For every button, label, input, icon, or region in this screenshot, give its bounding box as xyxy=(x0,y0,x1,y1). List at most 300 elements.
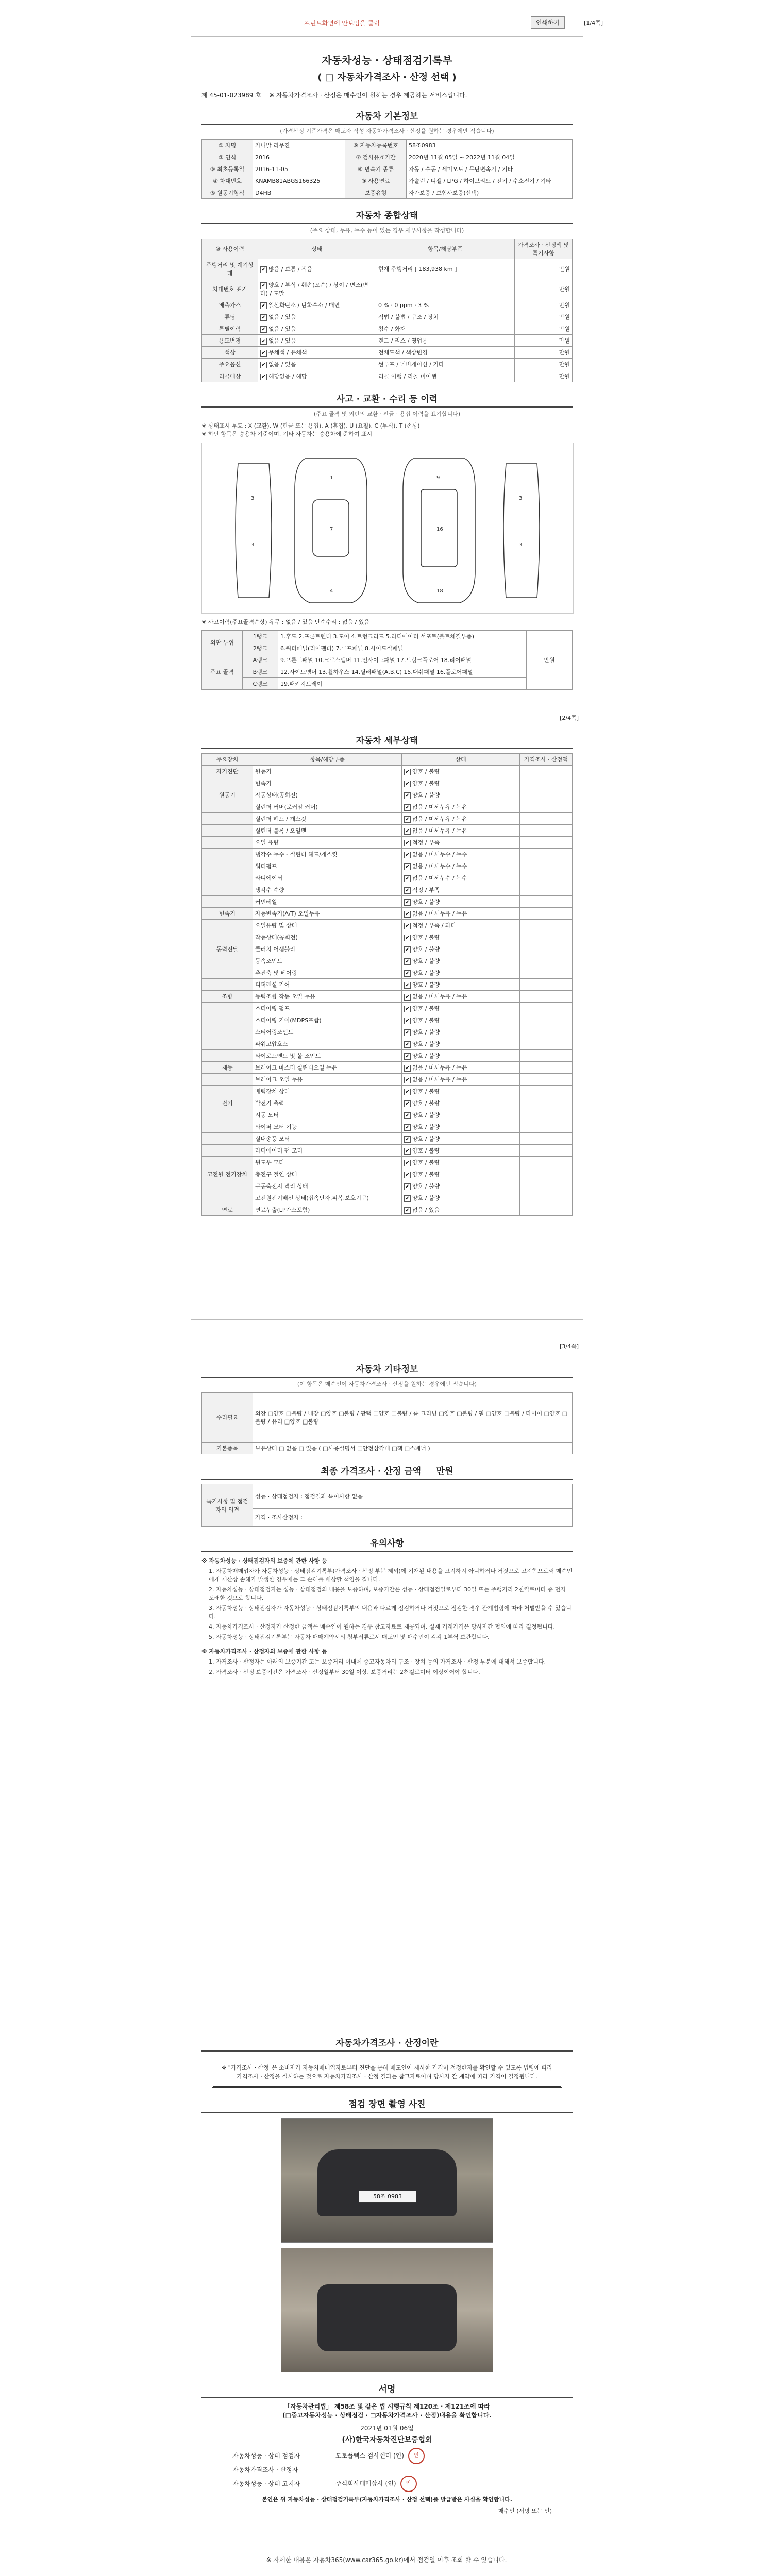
item-status xyxy=(402,1074,520,1086)
doc-note: ※ 자동차가격조사 · 산정은 매수인이 원하는 경우 제공하는 서비스입니다. xyxy=(269,92,467,99)
checkbox[interactable] xyxy=(404,970,411,977)
checkbox[interactable] xyxy=(404,1077,411,1083)
table-row xyxy=(202,860,573,872)
checkbox[interactable] xyxy=(404,1112,411,1119)
signer-role: 자동차성능 · 상태 고지자 xyxy=(232,2480,300,2487)
notice-paragraph: 3. 자동차성능 · 상태점검자가 자동차성능 · 상태점검기록부의 내용과 다르게 점검하거나 거짓으로 점검한 경우 관계법령에 따라 처벌받을 수 있습니다. xyxy=(209,1605,572,1620)
item-name: 연료누출(LP가스포함) xyxy=(253,1204,402,1216)
table-row xyxy=(202,1443,573,1454)
table-cell: KNAMB81ABGS166325 xyxy=(253,175,345,187)
table-row xyxy=(202,884,573,896)
table-cell: 58조0983 xyxy=(407,140,573,151)
table-row xyxy=(202,955,573,967)
item-status xyxy=(402,1026,520,1038)
status-text: 양호 / 불량 xyxy=(412,958,440,964)
status-text: 없음 / 미세누유 / 누유 xyxy=(412,804,467,810)
device-group xyxy=(202,1133,253,1145)
item-status xyxy=(402,1014,520,1026)
item-price xyxy=(520,777,573,789)
signature-line xyxy=(232,2464,542,2476)
device-group xyxy=(202,849,253,860)
table-cell: 배출가스 xyxy=(202,299,258,311)
item-price xyxy=(520,860,573,872)
status-text: 양호 / 불량 xyxy=(412,1171,440,1178)
checkbox[interactable] xyxy=(260,350,267,357)
checkbox[interactable] xyxy=(260,374,267,380)
table-row xyxy=(202,908,573,920)
table-cell: 만원 xyxy=(515,259,573,279)
print-hint-link[interactable]: 프린트화면에 안보임을 클릭 xyxy=(304,20,380,27)
checkbox[interactable] xyxy=(404,1172,411,1178)
status-text: 없음 / 미세누유 / 누유 xyxy=(412,816,467,822)
table-cell: 6.쿼터패널(리어펜더) 7.루프패널 8.사이드실패널 xyxy=(278,642,527,654)
table-row xyxy=(202,1086,573,1097)
status-text: 양호 / 불량 xyxy=(412,1053,440,1059)
table-row xyxy=(202,311,573,323)
signer-name: 주식회사매매상사 (인) xyxy=(335,2480,396,2487)
table-cell: 1.후드 2.프론트펜더 3.도어 4.트렁크리드 5.라디에이터 서포트(볼트체결부품) xyxy=(278,631,527,642)
device-group xyxy=(202,872,253,884)
table-cell: 만원 xyxy=(515,335,573,347)
device-group xyxy=(202,967,253,979)
table-cell: 1랭크 xyxy=(243,631,278,642)
device-group xyxy=(202,777,253,789)
device-group xyxy=(202,837,253,849)
cell-text: 많음 / 보통 / 적음 xyxy=(268,266,313,273)
device-group xyxy=(202,920,253,931)
status-text: 없음 / 미세누수 / 누수 xyxy=(412,875,467,882)
detail-table-body xyxy=(202,766,573,1216)
inspection-photo-1 xyxy=(281,2118,493,2243)
table-cell: C랭크 xyxy=(243,678,278,690)
table-cell xyxy=(258,311,376,323)
table-cell xyxy=(376,279,515,299)
status-text: 양호 / 불량 xyxy=(412,768,440,775)
item-name: 등속조인트 xyxy=(253,955,402,967)
status-text: 양호 / 불량 xyxy=(412,1100,440,1107)
device-group: 제동 xyxy=(202,1062,253,1074)
table-cell: 만원 xyxy=(515,347,573,359)
checkbox[interactable] xyxy=(404,1029,411,1036)
cert-heading: 자동차가격조사 · 산정이란 xyxy=(201,2036,573,2052)
table-header-row xyxy=(202,754,573,766)
table-row xyxy=(202,837,573,849)
table-row xyxy=(202,1204,573,1216)
basic-info-heading: 자동차 기본정보 xyxy=(201,109,573,125)
checkbox[interactable] xyxy=(404,899,411,906)
table-cell: ③ 최초등록일 xyxy=(202,163,253,175)
checkbox[interactable] xyxy=(260,314,267,321)
table-cell: 보증유형 xyxy=(345,187,407,199)
cell-text: 양호 / 부식 / 훼손(오손) / 상이 / 변조(변타) / 도말 xyxy=(260,282,368,297)
checkbox[interactable] xyxy=(404,792,411,799)
item-price xyxy=(520,825,573,837)
status-text: 없음 / 미세누수 / 누수 xyxy=(412,863,467,870)
item-price xyxy=(520,931,573,943)
item-price xyxy=(520,1145,573,1157)
item-status xyxy=(402,931,520,943)
notice-paragraph: 2. 가격조사 · 산정 보증기간은 가격조사 · 산정일부터 30일 이상, 보증거리는 2천킬로미터 이상이어야 합니다. xyxy=(209,1669,480,1675)
item-price xyxy=(520,872,573,884)
status-text: 양호 / 불량 xyxy=(412,946,440,953)
page-2 xyxy=(191,711,583,1320)
device-group xyxy=(202,860,253,872)
cert-explanation: ※ "가격조사 · 산정"은 소비자가 자동차매매업자로부터 진단을 통해 매도인이 제시한 가격이 적정한지를 확인할 수 있도록 법령에 따라 가격조사 · 산정을 실시하는 것으로 자동차가격조사 · 산정 결과는 참고자료이며 당사자 간 계약에 따라 가격이 결정됩니다. xyxy=(212,2057,562,2088)
device-group xyxy=(202,1038,253,1050)
accident-note: ※ 상태표시 부호 : X (교환), W (판금 또는 용접), A (흠집), U (요철), C (부식), T (손상) xyxy=(201,422,420,429)
device-group: 전기 xyxy=(202,1097,253,1109)
checkbox[interactable] xyxy=(404,1089,411,1095)
table-header-row xyxy=(202,239,573,259)
item-price xyxy=(520,813,573,825)
status-text: 양호 / 불량 xyxy=(412,1136,440,1142)
checkbox[interactable] xyxy=(404,1100,411,1107)
detail-table xyxy=(201,753,573,1216)
item-status xyxy=(402,908,520,920)
part-number-label: 1 xyxy=(330,475,333,481)
table-cell: ⑨ 사용연료 xyxy=(345,175,407,187)
status-text: 양호 / 불량 xyxy=(412,1147,440,1154)
device-group xyxy=(202,1086,253,1097)
item-status xyxy=(402,884,520,896)
checkbox[interactable] xyxy=(404,863,411,870)
device-group xyxy=(202,1026,253,1038)
table-row xyxy=(202,1074,573,1086)
column-header: 가격조사 · 산정액 xyxy=(520,754,573,766)
item-name: 브레이크 오일 누유 xyxy=(253,1074,402,1086)
table-row xyxy=(202,801,573,813)
item-name: 파워고압호스 xyxy=(253,1038,402,1050)
table-row xyxy=(202,967,573,979)
status-text: 없음 / 있음 xyxy=(412,1207,440,1213)
table-row xyxy=(202,335,573,347)
item-status xyxy=(402,943,520,955)
item-name: 라디에이터 xyxy=(253,872,402,884)
table-row xyxy=(202,1484,573,1509)
checkbox[interactable] xyxy=(404,852,411,858)
receipt-statement: 본인은 위 자동차성능 · 상태점검기록부(자동차가격조사 · 산정 선택)를 발급받은 사실을 확인합니다. xyxy=(262,2496,512,2503)
checkbox[interactable] xyxy=(404,1041,411,1048)
item-status xyxy=(402,1109,520,1121)
item-name: 실린더 헤드 / 개스킷 xyxy=(253,813,402,825)
table-row xyxy=(202,766,573,777)
table-cell: 용도변경 xyxy=(202,335,258,347)
table-row xyxy=(202,920,573,931)
item-price xyxy=(520,1192,573,1204)
table-cell: 만원 xyxy=(527,631,573,690)
item-name: 와이퍼 모터 기능 xyxy=(253,1121,402,1133)
item-name: 라디에이터 팬 모터 xyxy=(253,1145,402,1157)
cell-text: 없음 / 있음 xyxy=(268,361,296,368)
status-text: 없음 / 미세누수 / 누수 xyxy=(412,851,467,858)
table-cell: 외장 □양호 □불량 / 내장 □양호 □불량 / 광택 □양호 □불량 / 룸 크리닝 □양호 □불량 / 휠 □양호 □불량 / 타이어 □양호 □불량 / 유리 □양호 □불량 xyxy=(253,1393,573,1443)
checkbox[interactable] xyxy=(260,302,267,309)
item-name: 작동상태(공회전) xyxy=(253,789,402,801)
checkbox[interactable] xyxy=(404,1065,411,1072)
table-row xyxy=(202,789,573,801)
table-row xyxy=(202,175,573,187)
table-cell: 현재 주행거리 [ 183,938 km ] xyxy=(376,259,515,279)
part-number-label: 3 xyxy=(519,496,523,501)
checkbox[interactable] xyxy=(404,875,411,882)
table-row xyxy=(202,279,573,299)
overall-status-table xyxy=(201,239,573,382)
opinion-table xyxy=(201,1484,573,1527)
table-cell: ② 연식 xyxy=(202,151,253,163)
checkbox[interactable] xyxy=(404,923,411,929)
item-price xyxy=(520,884,573,896)
accident-sub: (주요 골격 및 외판의 교환 · 판금 · 용접 이력을 표기합니다) xyxy=(313,411,461,417)
photo-heading: 점검 장면 촬영 사진 xyxy=(201,2097,573,2113)
item-price xyxy=(520,896,573,908)
document-title: 자동차성능 · 상태점검기록부 xyxy=(322,54,452,66)
ranks-table xyxy=(201,630,573,690)
item-name: 변속기 xyxy=(253,777,402,789)
device-group xyxy=(202,1180,253,1192)
checkbox[interactable] xyxy=(404,1148,411,1155)
checkbox[interactable] xyxy=(404,1053,411,1060)
car-image xyxy=(317,2149,457,2216)
item-name: 자동변속기(A/T) 오일누유 xyxy=(253,908,402,920)
item-status xyxy=(402,1133,520,1145)
notice-subheading: ※ 자동차가격조사 · 산정자의 보증에 관한 사항 등 xyxy=(201,1648,327,1655)
table-cell: B랭크 xyxy=(243,666,278,678)
item-name: 오일 유량 xyxy=(253,837,402,849)
column-header: 가격조사 · 산정액 및 특기사항 xyxy=(515,239,573,259)
item-price xyxy=(520,1014,573,1026)
checkbox[interactable] xyxy=(404,1018,411,1024)
table-row xyxy=(202,631,573,642)
device-group xyxy=(202,1121,253,1133)
checkbox[interactable] xyxy=(404,840,411,846)
table-cell: 썬루프 / 네비게이션 / 기타 xyxy=(376,359,515,370)
checkbox[interactable] xyxy=(404,1124,411,1131)
item-name: 충전구 절연 상태 xyxy=(253,1168,402,1180)
checkbox[interactable] xyxy=(404,994,411,1001)
device-group xyxy=(202,979,253,991)
table-cell: ⑤ 원동기형식 xyxy=(202,187,253,199)
status-text: 양호 / 불량 xyxy=(412,1159,440,1166)
checkbox[interactable] xyxy=(404,911,411,918)
sign-company: (사)한국자동차진단보증협회 xyxy=(342,2436,432,2444)
table-cell: 특별이력 xyxy=(202,323,258,335)
table-cell: 2랭크 xyxy=(243,642,278,654)
column-header: 항목/해당부품 xyxy=(376,239,515,259)
sign-law: 「자동차관리법」 제58조 및 같은 법 시행규칙 제120조 · 제121조에 따라 xyxy=(284,2403,490,2410)
checkbox[interactable] xyxy=(404,769,411,775)
device-group xyxy=(202,1109,253,1121)
table-cell xyxy=(258,259,376,279)
table-cell: 기본품목 xyxy=(202,1443,253,1454)
item-name: 오일유량 및 상태 xyxy=(253,920,402,931)
table-row xyxy=(202,1133,573,1145)
checkbox[interactable] xyxy=(404,1183,411,1190)
item-name: 커먼레일 xyxy=(253,896,402,908)
item-price xyxy=(520,1121,573,1133)
table-row xyxy=(202,1157,573,1168)
item-name: 스티어링조인트 xyxy=(253,1026,402,1038)
checkbox[interactable] xyxy=(260,282,267,289)
checkbox[interactable] xyxy=(404,1006,411,1012)
status-text: 양호 / 불량 xyxy=(412,780,440,787)
table-row xyxy=(202,1026,573,1038)
table-row xyxy=(202,1192,573,1204)
checkbox[interactable] xyxy=(404,935,411,941)
item-status xyxy=(402,1062,520,1074)
status-text: 없음 / 미세누유 / 누유 xyxy=(412,910,467,917)
table-row xyxy=(202,777,573,789)
table-cell: 차대번호 표기 xyxy=(202,279,258,299)
seal-stamp: 인 xyxy=(408,2448,425,2464)
checkbox[interactable] xyxy=(260,362,267,368)
table-cell: 성능 · 상태점검자 : 점검결과 특이사항 없음 xyxy=(253,1484,573,1509)
document-subtitle: ( □ 자동차가격조사 · 산정 선택 ) xyxy=(317,72,457,83)
checkbox[interactable] xyxy=(404,887,411,894)
checkbox[interactable] xyxy=(404,804,411,811)
item-status xyxy=(402,1192,520,1204)
table-row xyxy=(202,370,573,382)
checkbox[interactable] xyxy=(260,326,267,333)
notice-subheading: ※ 자동차성능 · 상태점검자의 보증에 관한 사항 등 xyxy=(201,1557,327,1564)
table-cell: 튜닝 xyxy=(202,311,258,323)
item-price xyxy=(520,1109,573,1121)
device-group: 고전원 전기장치 xyxy=(202,1168,253,1180)
cell-text: 없음 / 있음 xyxy=(268,314,296,320)
table-row xyxy=(202,849,573,860)
notice-paragraph: 4. 자동차가격조사 · 산정자가 산정한 금액은 매수인이 원하는 경우 참고자료로 제공되며, 실제 거래가격은 당사자간 협의에 따라 결정됩니다. xyxy=(209,1623,555,1630)
print-button[interactable]: 인쇄하기 xyxy=(531,16,565,29)
checkbox[interactable] xyxy=(404,1195,411,1202)
part-number-label: 4 xyxy=(330,588,333,594)
checkbox[interactable] xyxy=(404,946,411,953)
final-price-heading xyxy=(201,1464,573,1480)
table-row xyxy=(202,187,573,199)
table-row xyxy=(202,678,573,690)
item-price xyxy=(520,1133,573,1145)
checkbox[interactable] xyxy=(260,338,267,345)
item-price xyxy=(520,1062,573,1074)
status-text: 양호 / 불량 xyxy=(412,1124,440,1130)
checkbox[interactable] xyxy=(404,1207,411,1214)
item-status xyxy=(402,1121,520,1133)
table-row xyxy=(202,872,573,884)
item-status xyxy=(402,896,520,908)
table-cell: 9.프론트패널 10.크로스멤버 11.인사이드패널 17.트렁크플로어 18.리어패널 xyxy=(278,654,527,666)
item-status xyxy=(402,1157,520,1168)
table-row xyxy=(202,642,573,654)
device-group xyxy=(202,896,253,908)
item-price xyxy=(520,1026,573,1038)
item-name: 실린더 블록 / 오일팬 xyxy=(253,825,402,837)
notice-heading: 유의사항 xyxy=(201,1536,573,1552)
table-cell: 0 % · 0 ppm · 3 % xyxy=(376,299,515,311)
cell-text: 일산화탄소 / 탄화수소 / 매연 xyxy=(268,302,340,309)
checkbox[interactable] xyxy=(404,781,411,787)
status-text: 적정 / 부족 xyxy=(412,839,440,846)
item-price xyxy=(520,967,573,979)
overall-status-sub: (주요 상태, 누유, 누수 등이 있는 경우 세부사항을 작성합니다) xyxy=(310,227,464,234)
status-text: 양호 / 불량 xyxy=(412,1017,440,1024)
item-price xyxy=(520,1038,573,1050)
table-cell: 만원 xyxy=(515,359,573,370)
table-cell: 주요 골격 xyxy=(202,654,243,690)
table-row xyxy=(202,1145,573,1157)
table-row xyxy=(202,943,573,955)
page-3 xyxy=(191,1340,583,2010)
table-cell xyxy=(258,323,376,335)
item-status xyxy=(402,1204,520,1216)
part-number-label: 9 xyxy=(436,475,440,481)
item-name: 실린더 커버(로커암 커버) xyxy=(253,801,402,813)
column-header: 항목/해당부품 xyxy=(253,754,402,766)
part-number-label: 3 xyxy=(251,542,255,548)
status-text: 양호 / 불량 xyxy=(412,1183,440,1190)
item-name: 브레이크 마스터 실린더오일 누유 xyxy=(253,1062,402,1074)
table-row xyxy=(202,1062,573,1074)
table-cell: 적법 / 불법 / 구조 / 장치 xyxy=(376,311,515,323)
item-status xyxy=(402,1168,520,1180)
item-price xyxy=(520,920,573,931)
device-group xyxy=(202,1003,253,1014)
table-row xyxy=(202,813,573,825)
checkbox[interactable] xyxy=(404,982,411,989)
item-status xyxy=(402,825,520,837)
device-group: 자기진단 xyxy=(202,766,253,777)
top-bar xyxy=(191,15,603,31)
page-1 xyxy=(191,36,583,691)
table-row xyxy=(202,979,573,991)
item-status xyxy=(402,991,520,1003)
item-price xyxy=(520,849,573,860)
car-right-side xyxy=(503,464,540,598)
table-cell: 만원 xyxy=(515,323,573,335)
accident-legend: ※ 사고이력(주요골격손상) 유무 : 없음 / 있음 단순수리 : 없음 / 있음 xyxy=(201,619,370,625)
item-name: 고전원전기배선 상태(접속단자,피복,보호기구) xyxy=(253,1192,402,1204)
accident-note: ※ 하단 항목은 승용차 기준이며, 기타 자동차는 승용차에 준하여 표시 xyxy=(201,431,373,437)
document-number xyxy=(201,91,573,99)
checkbox[interactable] xyxy=(404,828,411,835)
device-group: 원동기 xyxy=(202,789,253,801)
item-price xyxy=(520,1097,573,1109)
page-number: [3/4쪽] xyxy=(560,1343,579,1350)
checkbox[interactable] xyxy=(260,266,267,273)
item-status xyxy=(402,872,520,884)
table-cell: 카니발 리무진 xyxy=(253,140,345,151)
checkbox[interactable] xyxy=(404,1136,411,1143)
item-status xyxy=(402,1086,520,1097)
signature-lines xyxy=(232,2448,542,2492)
item-status xyxy=(402,1003,520,1014)
notice-paragraph: 1. 자동차매매업자가 자동차성능 · 상태점검기록부(가격조사 · 산정 부분 제외)에 기재된 내용을 고지하지 아니하거나 거짓으로 고지함으로써 매수인에게 재산상 손해가 발생한 경우에는 그 손해를 배상할 책임을 집니다. xyxy=(209,1568,573,1583)
status-text: 양호 / 불량 xyxy=(412,899,440,905)
item-status xyxy=(402,1180,520,1192)
table-cell: 렌트 / 리스 / 영업용 xyxy=(376,335,515,347)
table-cell: 특기사항 및 점검자의 의견 xyxy=(202,1484,253,1527)
checkbox[interactable] xyxy=(404,1160,411,1166)
table-row xyxy=(202,1393,573,1443)
status-text: 양호 / 불량 xyxy=(412,934,440,941)
table-row xyxy=(202,896,573,908)
signer-name: 모토플렉스 검사센터 (인) xyxy=(335,2452,404,2460)
status-text: 양호 / 불량 xyxy=(412,981,440,988)
item-name: 디퍼렌셜 기어 xyxy=(253,979,402,991)
checkbox[interactable] xyxy=(404,816,411,823)
checkbox[interactable] xyxy=(404,958,411,965)
item-price xyxy=(520,1086,573,1097)
item-price xyxy=(520,908,573,920)
part-number-label: 16 xyxy=(436,527,443,532)
device-group: 동력전달 xyxy=(202,943,253,955)
